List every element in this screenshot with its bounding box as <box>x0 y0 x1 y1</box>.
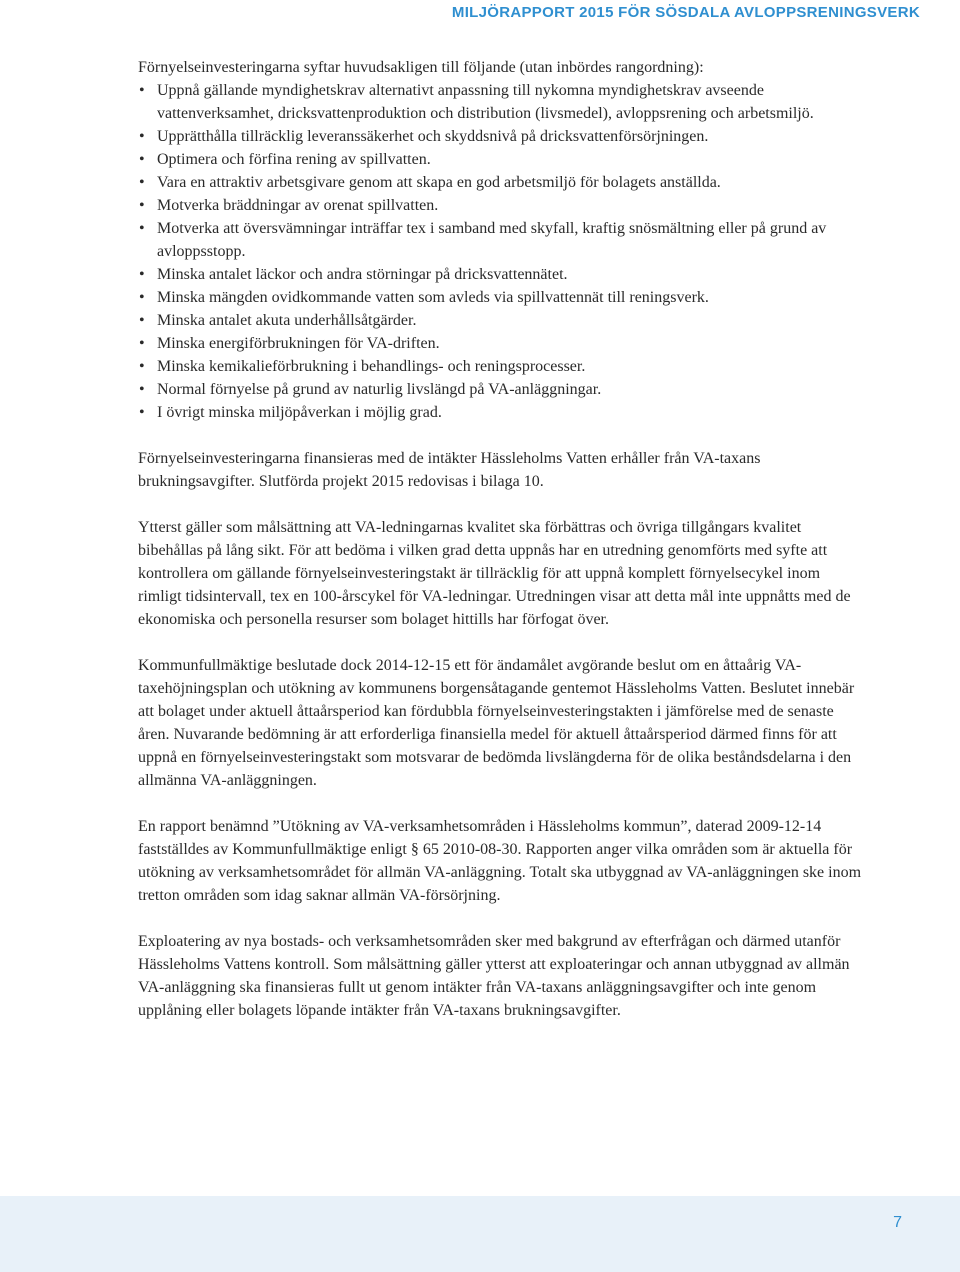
goal-item: • Motverka att översvämningar inträffar tex i samband med skyfall, kraftig snösmältning eller på grund av avloppsstopp. <box>138 217 864 263</box>
goal-item: • Uppnå gällande myndighetskrav alternativt anpassning till nykomna myndighetskrav avseende vattenverksamhet, dricksvattenproduktion och distribution (livsmedel), avloppsrening och arbetsmiljö. <box>138 79 864 125</box>
page-number: 7 <box>893 1214 902 1231</box>
goal-item: • Minska mängden ovidkommande vatten som avleds via spillvattennät till reningsverk. <box>138 286 864 309</box>
document-body <box>138 56 864 1022</box>
page-footer <box>0 1196 960 1272</box>
paragraph-report: En rapport benämnd ”Utökning av VA-verksamhetsområden i Hässleholms kommun”, daterad 2009-12-14 fastställdes av Kommunfullmäktige enligt § 65 2010-08-30. Rapporten anger vilka områden som är aktuella för utökning av verksamhetsområdet för allmän VA-anläggning. Totalt ska utbyggnad av VA-anläggningen ske inom tretton områden som idag saknar allmän VA-försörjning. <box>138 818 862 904</box>
paragraph-exploitation: Exploatering av nya bostads- och verksamhetsområden sker med bakgrund av efterfrågan och därmed utanför Hässleholms Vattens kontroll. Som målsättning gäller ytterst att exploateringar och annan utbyggnad av allmän VA-anläggning ska finansieras fullt ut genom intäkter från VA-taxans anläggningsavgifter och inte genom upplåning eller bolagets löpande intäkter från VA-taxans brukningsavgifter. <box>138 933 850 1019</box>
document-header-title: MILJÖRAPPORT 2015 FÖR SÖSDALA AVLOPPSRENINGSVERK <box>451 4 920 21</box>
goal-item: • Normal förnyelse på grund av naturlig livslängd på VA-anläggningar. <box>138 378 864 401</box>
goals-list <box>138 79 864 424</box>
goals-intro: Förnyelseinvesteringarna syftar huvudsakligen till följande (utan inbördes rangordning): <box>138 59 704 76</box>
goal-item: • I övrigt minska miljöpåverkan i möjlig grad. <box>138 401 864 424</box>
goal-item: • Motverka bräddningar av orenat spillvatten. <box>138 194 864 217</box>
paragraph-council-decision: Kommunfullmäktige beslutade dock 2014-12-15 ett för ändamålet avgörande beslut om en åttaårig VA-taxehöjningsplan och utökning av kommunens borgensåtagande gentemot Hässleholms Vatten. Beslutet innebär att bolaget under aktuell åttaårsperiod kan fördubbla förnyelseinvesteringstakten i jämförelse med de senaste åren. Nuvarande bedömning är att erforderliga finansiella medel för aktuell åttaårsperiod därmed finns för att uppnå en förnyelseinvesteringstakt som motsvarar de bedömda livslängderna för de olika beståndsdelarna i den allmänna VA-anläggningen. <box>138 657 855 789</box>
goal-item: • Minska energiförbrukningen för VA-driften. <box>138 332 864 355</box>
goal-item: • Vara en attraktiv arbetsgivare genom att skapa en god arbetsmiljö för bolagets anställda. <box>138 171 864 194</box>
paragraph-quality-goal: Ytterst gäller som målsättning att VA-ledningarnas kvalitet ska förbättras och övriga tillgångars kvalitet bibehållas på lång sikt. För att bedöma i vilken grad detta uppnås har en utredning genomförts med syfte att kontrollera om gällande förnyelseinvesteringstakt är tillräcklig för att uppnå komplett förnyelsecykel inom rimligt tidsintervall, tex en 100-årscykel för VA-ledningar. Utredningen visar att detta mål inte uppnåtts med de ekonomiska och personella resurser som bolaget hittills har förfogat över. <box>138 519 851 628</box>
paragraph-financing: Förnyelseinvesteringarna finansieras med de intäkter Hässleholms Vatten erhåller från VA-taxans brukningsavgifter. Slutförda projekt 2015 redovisas i bilaga 10. <box>138 450 761 490</box>
goal-item: • Minska antalet läckor och andra störningar på dricksvattennätet. <box>138 263 864 286</box>
goal-item: • Upprätthålla tillräcklig leveranssäkerhet och skyddsnivå på dricksvattenförsörjningen. <box>138 125 864 148</box>
goal-item: • Minska antalet akuta underhållsåtgärder. <box>138 309 864 332</box>
goal-item: • Minska kemikalieförbrukning i behandlings- och reningsprocesser. <box>138 355 864 378</box>
goal-item: • Optimera och förfina rening av spillvatten. <box>138 148 864 171</box>
